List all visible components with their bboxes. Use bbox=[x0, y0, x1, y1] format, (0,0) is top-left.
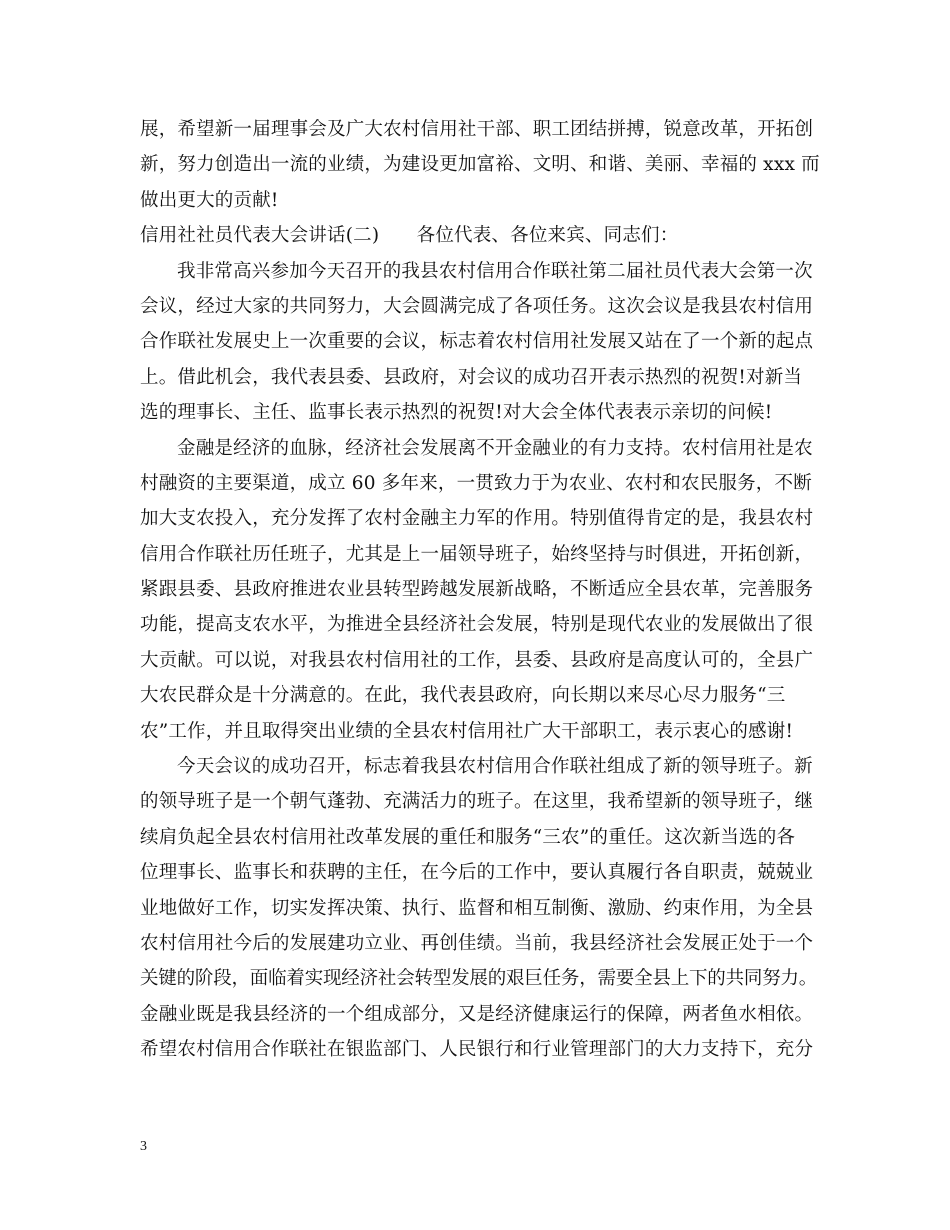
text-line: 信用合作联社历任班子，尤其是上一届领导班子，始终坚持与时俱进，开拓创新， bbox=[140, 543, 814, 565]
page-number: 3 bbox=[140, 1139, 147, 1154]
text-line: 金融是经济的血脉，经济社会发展离不开金融业的有力支持。农村信用社是农 bbox=[177, 437, 813, 459]
text-line: 关键的阶段，面临着实现经济社会转型发展的艰巨任务，需要全县上下的共同努力。 bbox=[140, 968, 818, 990]
text-line: 展，希望新一届理事会及广大农村信用社干部、职工团结拼搏，锐意改革，开拓创 bbox=[140, 119, 814, 140]
text-line: 金融业既是我县经济的一个组成部分，又是经济健康运行的保障，两者鱼水相依。 bbox=[140, 1003, 814, 1025]
text-line: 加大支农投入，充分发挥了农村金融主力军的作用。特别值得肯定的是，我县农村 bbox=[140, 508, 814, 530]
text-line: 会议，经过大家的共同努力，大会圆满完成了各项任务。这次会议是我县农村信用 bbox=[140, 295, 814, 317]
text-line: 新，努力创造出一流的业绩，为建设更加富裕、文明、和谐、美丽、幸福的 xxx 而 bbox=[140, 154, 820, 176]
text-line: 上。借此机会，我代表县委、县政府，对会议的成功召开表示热烈的祝贺!对新当 bbox=[140, 366, 803, 388]
text-line: 大农民群众是十分满意的。在此，我代表县政府，向长期以来尽心尽力服务“三 bbox=[140, 685, 786, 707]
text-line: 今天会议的成功召开，标志着我县农村信用合作联社组成了新的领导班子。新 bbox=[177, 756, 813, 778]
text-line: 续肩负起全县农村信用社改革发展的重任和服务“三农”的重任。这次新当选的各 bbox=[140, 826, 796, 848]
text-line: 农”工作，并且取得突出业绩的全县农村信用社广大干部职工，表示衷心的感谢! bbox=[140, 720, 794, 742]
text-line: 大贡献。可以说，对我县农村信用社的工作，县委、县政府是高度认可的，全县广 bbox=[140, 649, 814, 671]
document-body bbox=[140, 112, 820, 1068]
text-line: 我非常高兴参加今天召开的我县农村信用合作联社第二届社员代表大会第一次 bbox=[177, 260, 813, 282]
text-line: 紧跟县委、县政府推进农业县转型跨越发展新战略，不断适应全县农革，完善服务 bbox=[140, 579, 814, 601]
text-line: 业地做好工作，切实发挥决策、执行、监督和相互制衡、激励、约束作用，为全县 bbox=[140, 897, 814, 919]
section-heading: 信用社社员代表大会讲话(二) 各位代表、各位来宾、同志们： bbox=[140, 225, 679, 247]
text-line: 希望农村信用合作联社在银监部门、人民银行和行业管理部门的大力支持下，充分 bbox=[140, 1039, 814, 1061]
text-line: 村融资的主要渠道，成立 60 多年来，一贯致力于为农业、农村和农民服务，不断 bbox=[140, 472, 812, 494]
text-line: 农村信用社今后的发展建功立业、再创佳绩。当前，我县经济社会发展正处于一个 bbox=[140, 932, 814, 954]
text-line: 的领导班子是一个朝气蓬勃、充满活力的班子。在这里，我希望新的领导班子，继 bbox=[140, 791, 814, 813]
text-line: 选的理事长、主任、监事长表示热烈的祝贺!对大会全体代表表示亲切的问候! bbox=[140, 402, 773, 424]
text-line: 位理事长、监事长和获聘的主任，在今后的工作中，要认真履行各自职责，兢兢业 bbox=[140, 862, 814, 884]
text-line: 功能，提高支农水平，为推进全县经济社会发展，特别是现代农业的发展做出了很 bbox=[140, 614, 814, 636]
text-line: 做出更大的贡献! bbox=[140, 189, 279, 211]
text-line: 合作联社发展史上一次重要的会议，标志着农村信用社发展又站在了一个新的起点 bbox=[140, 331, 814, 353]
